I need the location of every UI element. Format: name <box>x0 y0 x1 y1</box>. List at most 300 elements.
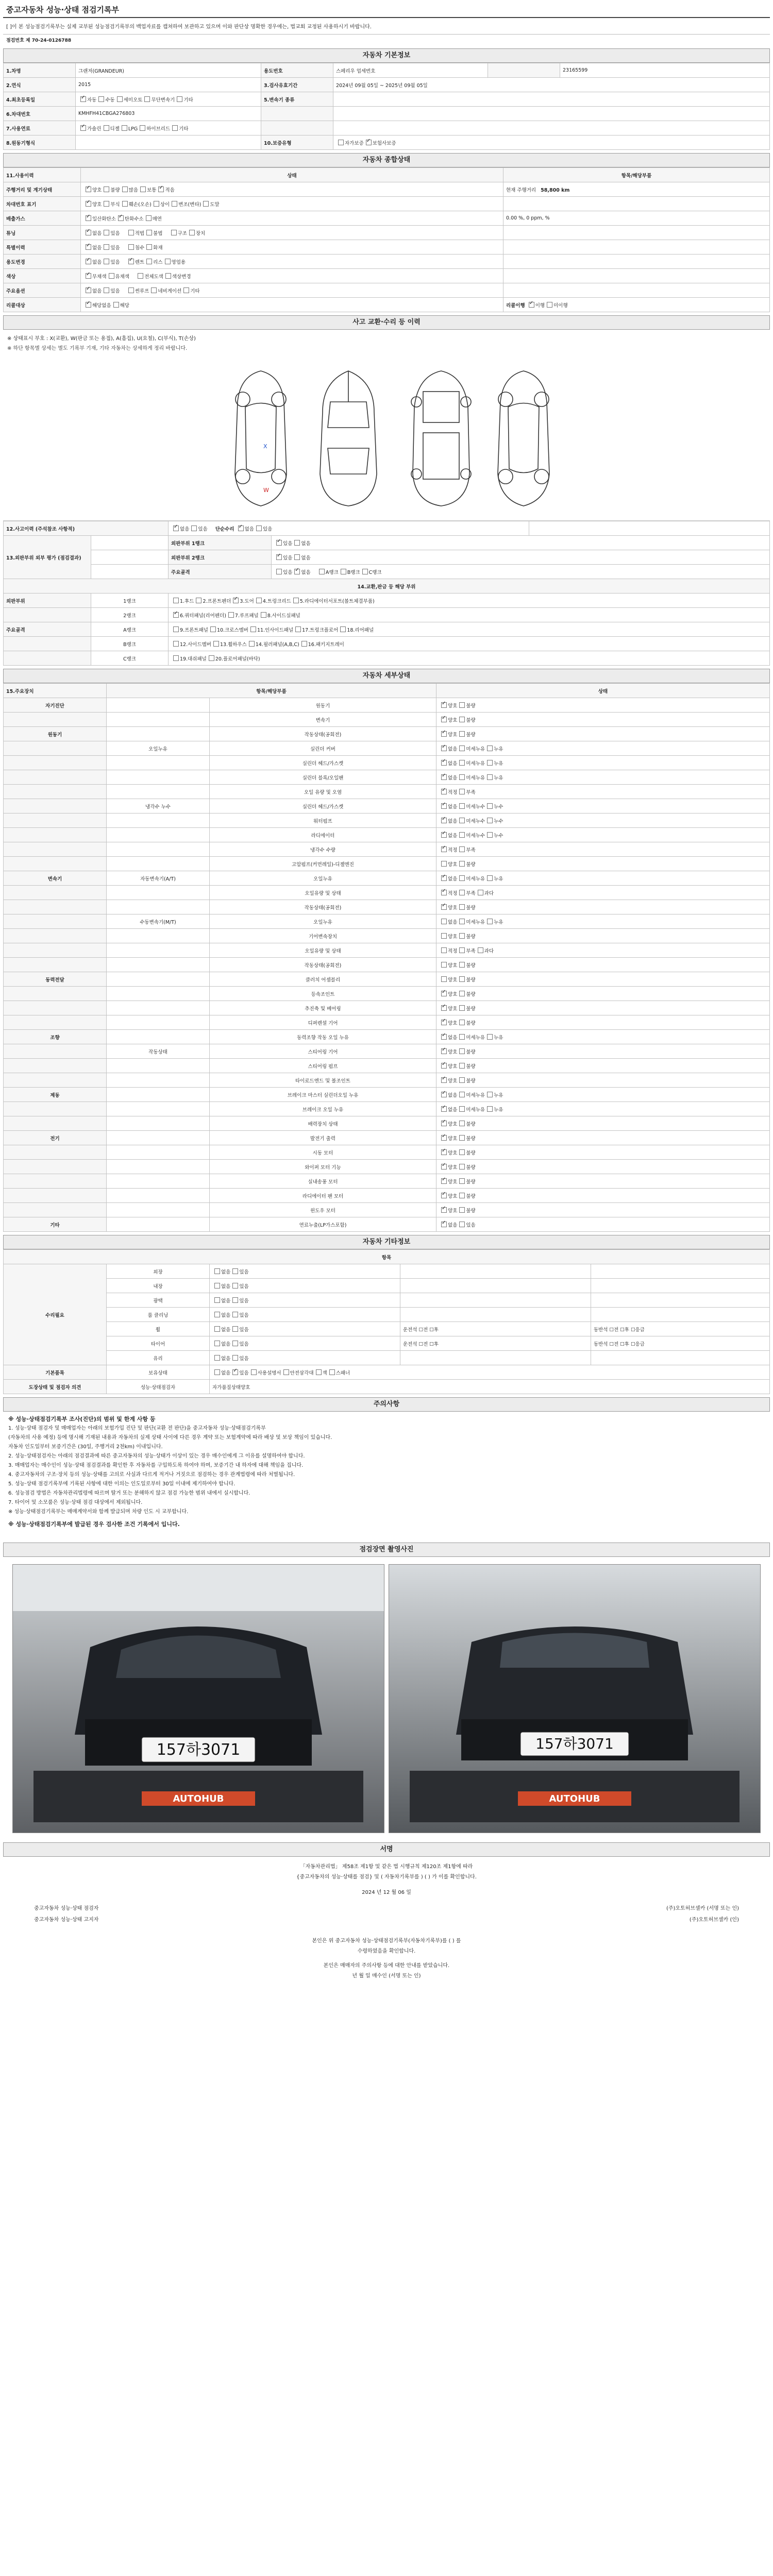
checkbox[interactable] <box>173 598 179 603</box>
basic-label: 2.연식 <box>4 78 76 92</box>
checkbox[interactable] <box>128 259 134 264</box>
checkbox[interactable] <box>173 626 179 632</box>
checkbox[interactable] <box>441 991 447 996</box>
checkbox[interactable] <box>441 919 447 924</box>
checkbox[interactable] <box>459 1106 465 1112</box>
checkbox[interactable] <box>191 526 197 531</box>
grade-spacer <box>91 565 169 579</box>
checkbox[interactable] <box>86 187 91 192</box>
checkbox[interactable] <box>441 1164 447 1170</box>
detail-item: 클러치 어셈블리 <box>210 972 436 987</box>
checkbox[interactable] <box>459 731 465 737</box>
other-info-table <box>3 1249 770 1394</box>
checkbox-label: 보통 <box>147 187 157 193</box>
summary-right <box>503 269 770 283</box>
checkbox[interactable] <box>459 1092 465 1097</box>
checkbox[interactable] <box>459 1207 465 1213</box>
checkbox[interactable] <box>459 875 465 881</box>
checkbox[interactable] <box>232 1268 238 1274</box>
checkbox[interactable] <box>459 947 465 953</box>
checkbox[interactable] <box>151 287 157 293</box>
checkbox[interactable] <box>441 803 447 809</box>
checkbox[interactable] <box>478 947 483 953</box>
checkbox[interactable] <box>250 626 256 632</box>
checkbox[interactable] <box>529 302 534 308</box>
checkbox[interactable] <box>104 201 109 207</box>
checkbox[interactable] <box>128 287 134 293</box>
checkbox[interactable] <box>251 1369 257 1375</box>
detail-group: 동력전달 <box>4 972 107 987</box>
checkbox[interactable] <box>459 1020 465 1025</box>
checkbox[interactable] <box>487 1106 493 1112</box>
checkbox-label: 불량 <box>466 717 476 723</box>
parts-options <box>169 608 770 622</box>
checkbox[interactable] <box>459 991 465 996</box>
checkbox[interactable] <box>232 1355 238 1361</box>
checkbox[interactable] <box>173 641 179 647</box>
checkbox[interactable] <box>459 890 465 895</box>
detail-subgroup <box>107 900 210 914</box>
checkbox-label: 불량 <box>466 1150 476 1156</box>
checkbox[interactable] <box>173 655 179 661</box>
exterior-label: 13.외판부위 외부 평가 (점검결과) <box>4 536 91 579</box>
detail-subgroup <box>107 943 210 958</box>
checkbox-label: 1.후드 <box>180 598 194 604</box>
checkbox[interactable] <box>487 919 493 924</box>
checkbox[interactable] <box>441 904 447 910</box>
checkbox-label: 매연 <box>152 216 162 222</box>
checkbox[interactable] <box>146 244 152 250</box>
checkbox[interactable] <box>140 187 146 192</box>
checkbox[interactable] <box>118 215 124 221</box>
checkbox[interactable] <box>441 1077 447 1083</box>
checkbox[interactable] <box>294 540 300 546</box>
checkbox[interactable] <box>233 598 239 603</box>
checkbox[interactable] <box>214 1369 220 1375</box>
checkbox[interactable] <box>177 96 182 102</box>
checkbox[interactable] <box>459 1149 465 1155</box>
basic-value: 2015 <box>76 78 261 92</box>
checkbox[interactable] <box>189 230 195 235</box>
checkbox[interactable] <box>441 1020 447 1025</box>
parts-group <box>4 608 91 622</box>
checkbox-label: 기타 <box>183 97 193 103</box>
checkbox[interactable] <box>86 244 91 250</box>
checkbox[interactable] <box>459 933 465 939</box>
checkbox[interactable] <box>441 832 447 838</box>
checkbox[interactable] <box>487 832 493 838</box>
detail-group <box>4 886 107 900</box>
checkbox[interactable] <box>232 1341 238 1346</box>
checkbox[interactable] <box>441 1034 447 1040</box>
checkbox[interactable] <box>214 1312 220 1317</box>
checkbox[interactable] <box>86 259 91 264</box>
grade-row <box>4 565 770 579</box>
checkbox[interactable] <box>183 287 189 293</box>
checkbox[interactable] <box>459 1063 465 1069</box>
detail-subgroup <box>107 1131 210 1145</box>
checkbox[interactable] <box>459 1164 465 1170</box>
checkbox[interactable] <box>441 890 447 895</box>
checkbox[interactable] <box>86 201 91 207</box>
checkbox[interactable] <box>441 1106 447 1112</box>
detail-options <box>436 1059 770 1073</box>
detail-item: 오일누유 <box>210 871 436 886</box>
detail-options <box>436 814 770 828</box>
detail-group <box>4 814 107 828</box>
checkbox[interactable] <box>171 230 177 235</box>
checkbox-label: 부식 <box>110 201 120 208</box>
checkbox[interactable] <box>276 554 282 560</box>
checkbox[interactable] <box>256 598 262 603</box>
checkbox[interactable] <box>165 259 171 264</box>
checkbox[interactable] <box>459 1048 465 1054</box>
accident-title: 사고 교환·수리 등 이력 <box>3 315 770 330</box>
detail-row <box>4 1189 770 1203</box>
checkbox[interactable] <box>459 818 465 823</box>
checkbox[interactable] <box>441 933 447 939</box>
checkbox[interactable] <box>214 1326 220 1332</box>
checkbox[interactable] <box>441 731 447 737</box>
basic-items-label: 기본품목 <box>4 1365 107 1380</box>
checkbox[interactable] <box>80 125 86 131</box>
checkbox[interactable] <box>441 1178 447 1184</box>
checkbox[interactable] <box>214 1283 220 1289</box>
basic-value-2 <box>333 121 770 135</box>
rear-plate: 157하3071 <box>535 1735 614 1752</box>
checkbox[interactable] <box>441 1193 447 1198</box>
checkbox[interactable] <box>232 1283 238 1289</box>
checkbox[interactable] <box>128 230 134 235</box>
checkbox[interactable] <box>232 1312 238 1317</box>
detail-item: 오일유량 및 상태 <box>210 943 436 958</box>
checkbox[interactable] <box>86 302 91 308</box>
checkbox[interactable] <box>459 1121 465 1126</box>
checkbox[interactable] <box>104 187 109 192</box>
checkbox[interactable] <box>441 1048 447 1054</box>
basic-options-2 <box>333 135 770 150</box>
checkbox[interactable] <box>459 745 465 751</box>
checkbox[interactable] <box>86 215 91 221</box>
checkbox[interactable] <box>366 140 372 145</box>
checkbox-label: 부족 <box>466 847 476 853</box>
checkbox[interactable] <box>276 569 282 574</box>
checkbox-label: 불량 <box>466 1136 476 1142</box>
notes-title: 주의사항 <box>3 1397 770 1412</box>
checkbox[interactable] <box>329 1369 335 1375</box>
checkbox[interactable] <box>172 125 178 131</box>
checkbox[interactable] <box>196 598 201 603</box>
checkbox[interactable] <box>144 96 150 102</box>
grade-options <box>272 565 770 579</box>
checkbox[interactable] <box>80 96 86 102</box>
checkbox[interactable] <box>441 1092 447 1097</box>
parts-rank: C랭크 <box>91 651 169 666</box>
detail-row <box>4 914 770 929</box>
checkbox-label: 양호 <box>92 187 102 193</box>
checkbox[interactable] <box>104 230 109 235</box>
checkbox[interactable] <box>459 1077 465 1083</box>
checkbox[interactable] <box>441 1149 447 1155</box>
checkbox-label: 미세누유 <box>466 1107 485 1113</box>
checkbox[interactable] <box>441 1121 447 1126</box>
detail-item: 고압펌프(커먼레일)-디젤엔진 <box>210 857 436 871</box>
checkbox[interactable] <box>441 1063 447 1069</box>
checkbox[interactable] <box>441 1222 447 1227</box>
detail-item: 원동기 <box>210 698 436 713</box>
checkbox[interactable] <box>441 846 447 852</box>
checkbox[interactable] <box>459 803 465 809</box>
checkbox-label: 양호 <box>448 905 458 911</box>
checkbox[interactable] <box>487 875 493 881</box>
note-line: 2. 성능·상태점검자는 아래의 점검결과에 따른 중고자동차의 성능·상태가 이상이 있는 경우 매수인에게 그 이유를 설명하여야 합니다. <box>8 1453 305 1459</box>
checkbox[interactable] <box>214 1355 220 1361</box>
checkbox[interactable] <box>165 273 171 279</box>
checkbox[interactable] <box>459 789 465 794</box>
checkbox-label: 없음 <box>448 919 458 925</box>
detail-item: 동력조향 작동 오일 누유 <box>210 1030 436 1044</box>
checkbox-label: 스패너 <box>335 1370 350 1376</box>
checkbox[interactable] <box>487 1034 493 1040</box>
checkbox[interactable] <box>459 861 465 867</box>
detail-group: 변속기 <box>4 871 107 886</box>
checkbox[interactable] <box>249 641 255 647</box>
checkbox[interactable] <box>214 1341 220 1346</box>
checkbox[interactable] <box>158 187 164 192</box>
checkbox[interactable] <box>295 626 301 632</box>
parts-options <box>169 637 770 651</box>
checkbox[interactable] <box>256 526 262 531</box>
parts-options <box>169 594 770 608</box>
checkbox[interactable] <box>459 962 465 968</box>
checkbox[interactable] <box>459 1005 465 1011</box>
checkbox[interactable] <box>340 626 346 632</box>
checkbox[interactable] <box>209 655 214 661</box>
detail-options <box>436 900 770 914</box>
checkbox[interactable] <box>316 1369 322 1375</box>
opinion-row <box>4 1380 770 1394</box>
checkbox[interactable] <box>86 230 91 235</box>
note-line: 7. 타이어 및 소모품은 성능·상태 점검 대상에서 제외됩니다. <box>8 1500 143 1505</box>
detail-subgroup <box>107 828 210 842</box>
checkbox[interactable] <box>122 187 128 192</box>
detail-options <box>436 929 770 943</box>
checkbox[interactable] <box>341 569 346 574</box>
checkbox[interactable] <box>276 540 282 546</box>
checkbox[interactable] <box>301 641 307 647</box>
checkbox[interactable] <box>459 904 465 910</box>
checkbox[interactable] <box>146 259 152 264</box>
checkbox[interactable] <box>98 96 104 102</box>
checkbox-label: 있음 <box>239 1298 249 1304</box>
checkbox[interactable] <box>459 846 465 852</box>
checkbox[interactable] <box>146 215 152 221</box>
checkbox[interactable] <box>338 140 344 145</box>
checkbox[interactable] <box>232 1297 238 1303</box>
checkbox-label: 10.크로스멤버 <box>216 627 248 633</box>
checkbox-label: 불량 <box>466 977 476 983</box>
detail-options <box>436 785 770 799</box>
checkbox[interactable] <box>109 273 114 279</box>
checkbox[interactable] <box>173 526 179 531</box>
checkbox[interactable] <box>487 1092 493 1097</box>
checkbox[interactable] <box>441 745 447 751</box>
checkbox[interactable] <box>441 760 447 766</box>
checkbox[interactable] <box>441 717 447 722</box>
basic-value-2: 2024년 09월 05일 ~ 2025년 09월 05일 <box>333 78 770 92</box>
checkbox[interactable] <box>294 554 300 560</box>
parts-options <box>169 622 770 637</box>
checkbox[interactable] <box>487 774 493 780</box>
checkbox[interactable] <box>104 259 109 264</box>
checkbox[interactable] <box>441 875 447 881</box>
checkbox[interactable] <box>104 244 109 250</box>
car-diagram <box>3 355 770 521</box>
note-line: (자동차의 사용 예정) 등에 명시해 기재된 내용과 자동차의 실제 상태 사이에 다른 경우 계약 또는 보험계약에 따라 배상 및 보상 책임이 있습니다. <box>8 1435 332 1440</box>
basic-row <box>4 92 770 107</box>
checkbox[interactable] <box>441 1207 447 1213</box>
other-mid: 운전석 ☐전 ☐후 <box>400 1322 591 1336</box>
detail-row <box>4 1160 770 1174</box>
checkbox[interactable] <box>441 1135 447 1141</box>
checkbox[interactable] <box>441 976 447 982</box>
detail-group <box>4 756 107 770</box>
checkbox[interactable] <box>138 273 143 279</box>
checkbox[interactable] <box>441 861 447 867</box>
checkbox[interactable] <box>459 976 465 982</box>
checkbox-label: 14.필러패널(A,B,C) <box>255 641 299 648</box>
checkbox[interactable] <box>128 244 134 250</box>
checkbox[interactable] <box>86 273 91 279</box>
checkbox[interactable] <box>154 201 159 207</box>
checkbox[interactable] <box>459 1193 465 1198</box>
detail-subgroup <box>107 698 210 713</box>
checkbox-label: 과다 <box>484 948 494 954</box>
grade-spacer <box>91 536 169 550</box>
checkbox[interactable] <box>261 612 266 618</box>
checkbox[interactable] <box>113 302 119 308</box>
detail-row <box>4 929 770 943</box>
detail-options <box>436 1145 770 1160</box>
detail-options <box>436 1001 770 1015</box>
summary-options <box>81 255 503 269</box>
checkbox[interactable] <box>232 1326 238 1332</box>
checkbox-label: 없음 <box>448 1092 458 1098</box>
checkbox[interactable] <box>441 789 447 794</box>
car-front-view <box>320 371 377 506</box>
checkbox[interactable] <box>547 302 552 308</box>
checkbox[interactable] <box>459 919 465 924</box>
checkbox-label: 세미오토 <box>123 97 143 103</box>
checkbox-label: 없음 <box>221 1341 231 1347</box>
checkbox[interactable] <box>140 125 145 131</box>
checkbox[interactable] <box>293 598 299 603</box>
checkbox[interactable] <box>441 1005 447 1011</box>
checkbox[interactable] <box>210 626 216 632</box>
checkbox[interactable] <box>173 612 179 618</box>
checkbox[interactable] <box>487 760 493 766</box>
detail-item: 변속기 <box>210 713 436 727</box>
checkbox[interactable] <box>459 832 465 838</box>
checkbox[interactable] <box>459 702 465 708</box>
checkbox[interactable] <box>459 1135 465 1141</box>
checkbox[interactable] <box>104 287 109 293</box>
checkbox[interactable] <box>459 1222 465 1227</box>
checkbox[interactable] <box>213 641 219 647</box>
checkbox[interactable] <box>459 717 465 722</box>
summary-label-3: 리콜이행 <box>506 302 525 309</box>
checkbox[interactable] <box>214 1297 220 1303</box>
detail-group <box>4 741 107 756</box>
checkbox-label: 사용설명서 <box>257 1370 281 1376</box>
checkbox[interactable] <box>283 1369 289 1375</box>
detail-group <box>4 1073 107 1088</box>
checkbox[interactable] <box>122 201 128 207</box>
checkbox[interactable] <box>294 569 300 574</box>
checkbox[interactable] <box>459 1178 465 1184</box>
checkbox[interactable] <box>487 803 493 809</box>
checkbox[interactable] <box>459 760 465 766</box>
checkbox[interactable] <box>487 745 493 751</box>
summary-right <box>503 197 770 211</box>
detail-group <box>4 1160 107 1174</box>
checkbox[interactable] <box>104 125 109 131</box>
checkbox-label: 유채색 <box>115 274 130 280</box>
checkbox-label: 미세누유 <box>466 775 485 781</box>
note-line: 4. 중고자동차의 구조·장치 등의 성능·상태를 고의로 사실과 다르게 적거나 거짓으로 점검하는 경우 관계법령에 따라 처벌됩니다. <box>8 1472 295 1478</box>
checkbox[interactable] <box>122 125 127 131</box>
checkbox[interactable] <box>459 774 465 780</box>
detail-item: 브레이크 마스터 실린더오일 누유 <box>210 1088 436 1102</box>
checkbox[interactable] <box>441 702 447 708</box>
checkbox[interactable] <box>232 1369 238 1375</box>
checkbox-label: B랭크 <box>347 569 360 575</box>
detail-options <box>436 1203 770 1217</box>
checkbox[interactable] <box>172 201 177 207</box>
detail-group <box>4 1059 107 1073</box>
checkbox[interactable] <box>478 890 483 895</box>
checkbox[interactable] <box>319 569 325 574</box>
checkbox[interactable] <box>441 962 447 968</box>
car-diagram-svg <box>3 355 770 520</box>
basic-info-title: 자동차 기본정보 <box>3 48 770 63</box>
checkbox[interactable] <box>228 612 234 618</box>
detail-item: 라디에이터 <box>210 828 436 842</box>
checkbox[interactable] <box>441 947 447 953</box>
checkbox[interactable] <box>459 1034 465 1040</box>
notes-body <box>3 1412 770 1532</box>
checkbox-label: 있음 <box>110 288 120 294</box>
checkbox[interactable] <box>86 287 91 293</box>
checkbox-label: 양호 <box>448 991 458 997</box>
detail-options <box>436 987 770 1001</box>
other-mid <box>400 1308 591 1322</box>
checkbox[interactable] <box>214 1268 220 1274</box>
detail-group <box>4 958 107 972</box>
checkbox[interactable] <box>441 818 447 823</box>
detail-item: 작동상태(공회전) <box>210 727 436 741</box>
checkbox[interactable] <box>203 201 209 207</box>
checkbox[interactable] <box>117 96 123 102</box>
other-info-title: 자동차 기타정보 <box>3 1235 770 1249</box>
checkbox[interactable] <box>146 230 152 235</box>
checkbox[interactable] <box>487 818 493 823</box>
checkbox[interactable] <box>238 526 244 531</box>
checkbox[interactable] <box>441 774 447 780</box>
summary-row <box>4 240 770 255</box>
checkbox-label: 도말 <box>210 201 220 208</box>
checkbox[interactable] <box>362 569 368 574</box>
